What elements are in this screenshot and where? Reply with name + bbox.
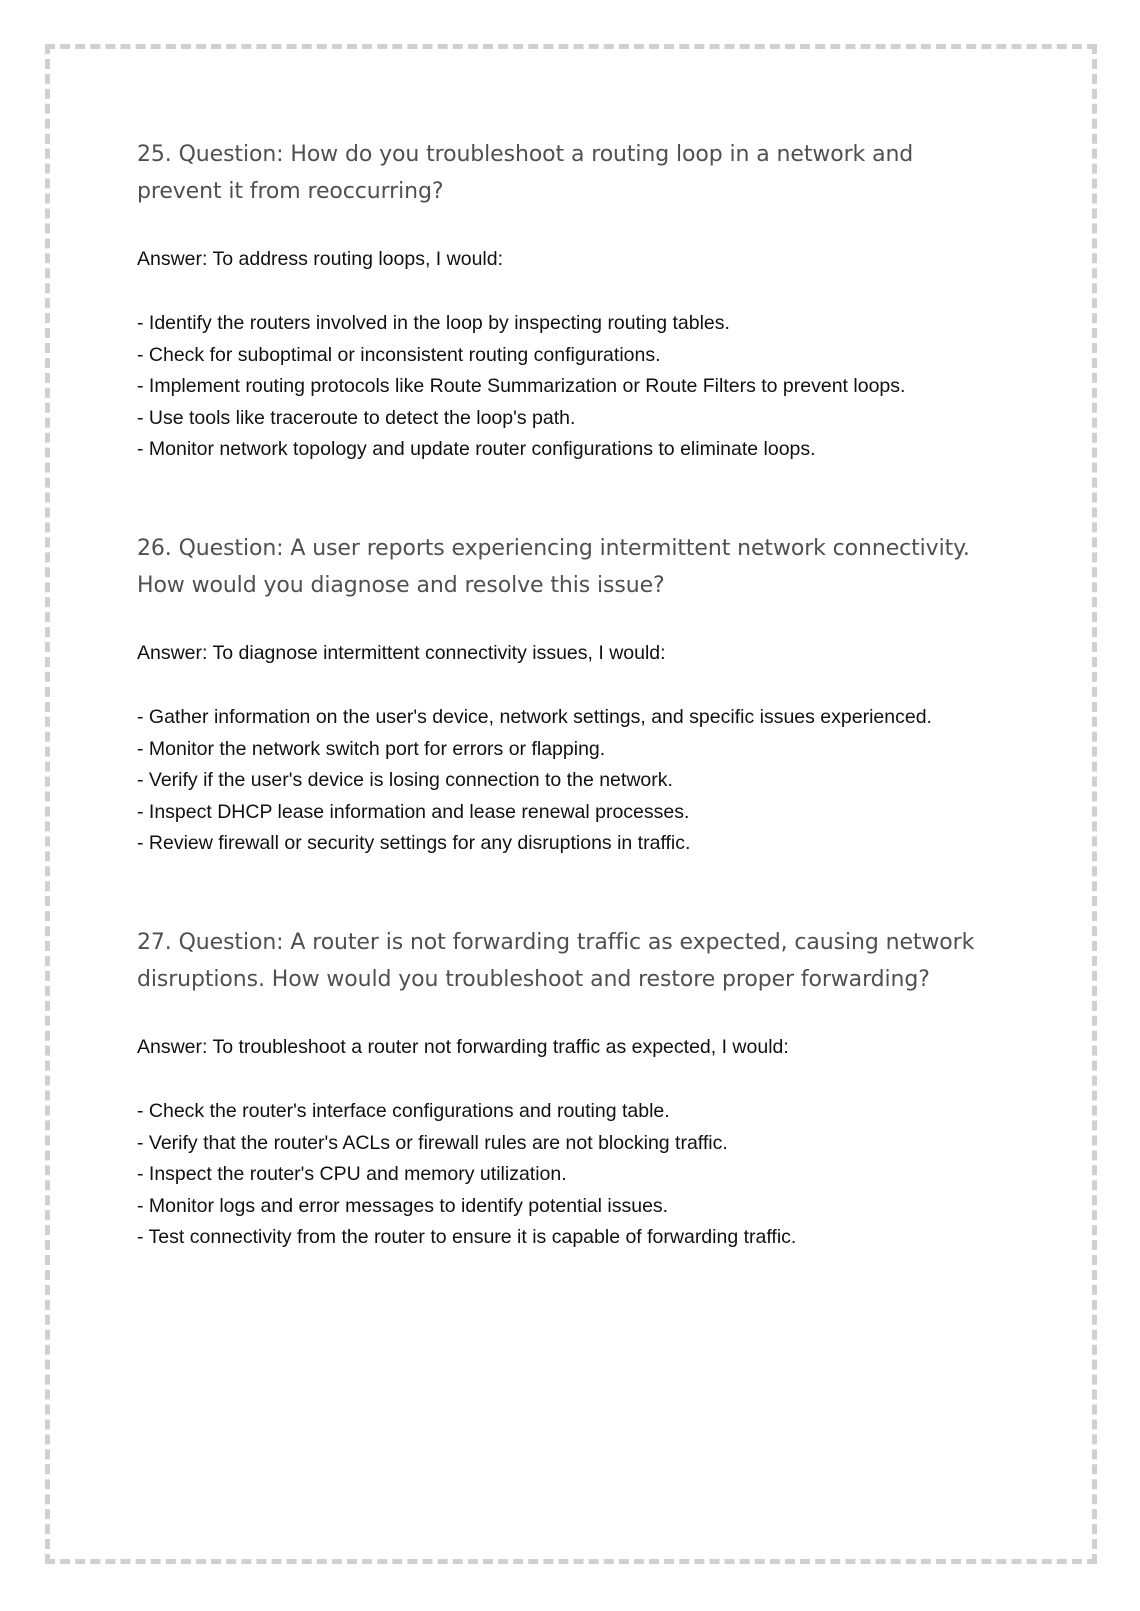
- answer-intro: Answer: To address routing loops, I would:: [137, 248, 504, 270]
- question-line: disruptions. How would you troubleshoot and restore proper forwarding?: [137, 966, 930, 992]
- answer-list: [137, 1096, 1017, 1254]
- answer-point: - Review firewall or security settings for any disruptions in traffic.: [137, 832, 691, 855]
- answer-point: - Use tools like traceroute to detect the loop's path.: [137, 406, 576, 429]
- answer-point: - Implement routing protocols like Route Summarization or Route Filters to prevent loops.: [137, 375, 906, 398]
- answer-list: [137, 308, 1017, 466]
- answer-point: - Check the router's interface configurations and routing table.: [137, 1099, 670, 1122]
- document-content: [137, 136, 1017, 1254]
- answer-point: - Inspect DHCP lease information and lease renewal processes.: [137, 800, 690, 823]
- answer-point: - Monitor network topology and update router configurations to eliminate loops.: [137, 438, 816, 461]
- answer-point: - Monitor the network switch port for errors or flapping.: [137, 737, 606, 760]
- answer-point: - Check for suboptimal or inconsistent routing configurations.: [137, 343, 661, 366]
- question-line: 26. Question: A user reports experiencing intermittent network connectivity.: [137, 535, 970, 561]
- question-line: 27. Question: A router is not forwarding traffic as expected, causing network: [137, 929, 975, 955]
- answer-intro: Answer: To troubleshoot a router not forwarding traffic as expected, I would:: [137, 1035, 789, 1058]
- question-heading: [137, 136, 1017, 210]
- question-line: prevent it from reoccurring?: [137, 179, 444, 204]
- answer-intro: Answer: To diagnose intermittent connectivity issues, I would:: [137, 641, 666, 664]
- question-heading: [137, 530, 1017, 604]
- qa-block-25: [137, 136, 1017, 466]
- answer-point: - Identify the routers involved in the loop by inspecting routing tables.: [137, 312, 730, 334]
- answer-point: - Monitor logs and error messages to identify potential issues.: [137, 1194, 669, 1217]
- answer-point: - Test connectivity from the router to ensure it is capable of forwarding traffic.: [137, 1226, 797, 1249]
- qa-block-26: [137, 530, 1017, 860]
- answer-point: - Verify that the router's ACLs or firewall rules are not blocking traffic.: [137, 1131, 728, 1154]
- answer-list: [137, 702, 1017, 860]
- answer-point: - Gather information on the user's device, network settings, and specific issues experienced.: [137, 705, 932, 728]
- question-line: How would you diagnose and resolve this issue?: [137, 572, 665, 598]
- answer-point: - Inspect the router's CPU and memory utilization.: [137, 1163, 567, 1186]
- question-heading: [137, 924, 1017, 998]
- answer-point: - Verify if the user's device is losing connection to the network.: [137, 769, 673, 792]
- question-line: 25. Question: How do you troubleshoot a routing loop in a network and: [137, 142, 914, 167]
- qa-block-27: [137, 924, 1017, 1254]
